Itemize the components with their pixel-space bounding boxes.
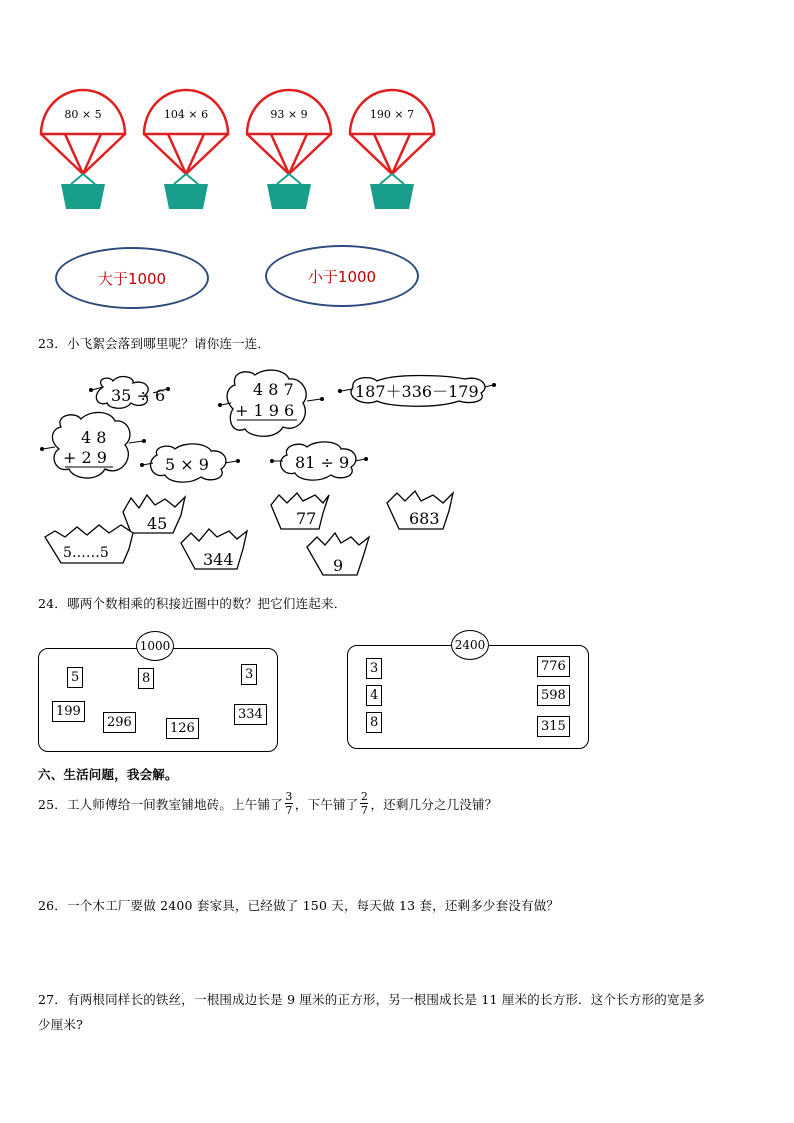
rope bbox=[186, 134, 204, 174]
numerator: 2 bbox=[360, 790, 369, 803]
number-box[interactable]: 3 bbox=[241, 664, 257, 685]
oval-label: 小于1000 bbox=[307, 267, 377, 286]
oval-less-1000[interactable] bbox=[265, 245, 419, 307]
question-25 bbox=[38, 790, 497, 817]
rope bbox=[271, 134, 289, 174]
grass-text: 5……5 bbox=[63, 545, 109, 561]
oval-greater-1000[interactable] bbox=[55, 247, 209, 309]
question-27-line-1: 27．有两根同样长的铁丝，一根围成边长是 9 厘米的正方形，另一根围成长是 11 厘米的长方形．这个长方形的宽是多 bbox=[38, 992, 706, 1007]
rope bbox=[186, 134, 228, 174]
grass-text: 77 bbox=[296, 509, 317, 528]
rope bbox=[392, 134, 434, 174]
question-24: 24．哪两个数相乘的积接近圈中的数？把它们连起来． bbox=[38, 596, 347, 611]
cloud-187-336-179[interactable] bbox=[338, 376, 496, 407]
rope bbox=[65, 134, 83, 174]
grass-text: 344 bbox=[203, 550, 234, 569]
denominator: 7 bbox=[285, 804, 293, 817]
question-26: 26．一个木工厂要做 2400 套家具，已经做了 150 天，每天做 13 套，还剩多少套没有做？ bbox=[38, 898, 560, 913]
parachutes-figure bbox=[30, 88, 450, 218]
grass-5-dots-5[interactable] bbox=[45, 525, 133, 563]
denominator: 7 bbox=[360, 804, 369, 817]
basket-handle bbox=[71, 174, 95, 184]
rope bbox=[247, 134, 289, 174]
grass-text: 45 bbox=[147, 514, 168, 533]
fraction-2-7 bbox=[360, 790, 368, 817]
basket bbox=[267, 184, 311, 209]
q25-middle: ，下午铺了 bbox=[294, 796, 359, 812]
cloud-48-plus-29[interactable] bbox=[40, 412, 146, 478]
basket-handle bbox=[174, 174, 198, 184]
basket bbox=[164, 184, 208, 209]
rope bbox=[83, 134, 101, 174]
grass-text: 683 bbox=[409, 509, 440, 528]
number-box[interactable]: 8 bbox=[138, 668, 154, 689]
question-23: 23．小飞絮会落到哪里呢？请你连一连． bbox=[38, 336, 271, 351]
rope bbox=[392, 134, 410, 174]
number-box[interactable]: 334 bbox=[234, 704, 267, 725]
parachute-label: 80 × 5 bbox=[64, 108, 102, 121]
target-label: 1000 bbox=[139, 639, 171, 653]
basket bbox=[61, 184, 105, 209]
target-2400[interactable] bbox=[451, 630, 489, 660]
q25-after: ，还剩几分之几没铺？ bbox=[370, 796, 498, 812]
cloud-35-div-6[interactable] bbox=[89, 377, 170, 409]
number-box[interactable]: 315 bbox=[537, 716, 570, 737]
dandelion-figure bbox=[35, 365, 505, 580]
rope bbox=[168, 134, 186, 174]
number-box[interactable]: 5 bbox=[67, 667, 83, 688]
number-box[interactable]: 4 bbox=[366, 685, 382, 706]
rope bbox=[144, 134, 186, 174]
parachute-3[interactable] bbox=[247, 90, 331, 209]
cloud-text-top: 4 8 bbox=[81, 428, 107, 447]
number-box[interactable]: 199 bbox=[52, 701, 85, 722]
target-label: 2400 bbox=[454, 638, 486, 652]
number-box[interactable]: 8 bbox=[366, 712, 382, 733]
number-box[interactable]: 776 bbox=[537, 656, 570, 677]
rope bbox=[289, 134, 307, 174]
question-27-line-2: 少厘米? bbox=[38, 1017, 84, 1032]
cloud-text: 187＋336－179 bbox=[355, 382, 479, 401]
basket-handle bbox=[277, 174, 301, 184]
grass-344[interactable] bbox=[181, 529, 247, 569]
grass-9[interactable] bbox=[307, 533, 369, 575]
q25-before: 25．工人师傅给一间教室铺地砖。上午铺了 bbox=[38, 796, 283, 812]
rope bbox=[374, 134, 392, 174]
parachute-label: 190 × 7 bbox=[369, 108, 415, 121]
cloud-81-div-9[interactable] bbox=[270, 442, 368, 480]
cloud-text: 81 ÷ 9 bbox=[295, 453, 350, 472]
parachute-2[interactable] bbox=[144, 90, 228, 209]
number-box[interactable]: 598 bbox=[537, 685, 570, 706]
cloud-487-plus-196[interactable] bbox=[218, 370, 324, 436]
rope bbox=[83, 134, 125, 174]
target-1000[interactable] bbox=[136, 631, 174, 661]
number-box[interactable]: 3 bbox=[366, 658, 382, 679]
rope bbox=[350, 134, 392, 174]
cloud-text-bottom: + 2 9 bbox=[63, 448, 107, 467]
grass-683[interactable] bbox=[387, 491, 453, 529]
parachute-label: 104 × 6 bbox=[163, 108, 209, 121]
grass-45[interactable] bbox=[123, 495, 185, 533]
oval-label: 大于1000 bbox=[97, 269, 167, 288]
cloud-text: 5 × 9 bbox=[165, 455, 209, 474]
number-box[interactable]: 296 bbox=[103, 712, 136, 733]
rope bbox=[41, 134, 83, 174]
basket-handle bbox=[380, 174, 404, 184]
cloud-text-top: 4 8 7 bbox=[253, 380, 294, 399]
cloud-text-bottom: + 1 9 6 bbox=[235, 401, 295, 420]
parachute-label: 93 × 9 bbox=[270, 108, 308, 121]
number-box[interactable]: 126 bbox=[166, 718, 199, 739]
grass-text: 9 bbox=[333, 556, 344, 575]
basket bbox=[370, 184, 414, 209]
numerator: 3 bbox=[285, 790, 293, 803]
rope bbox=[289, 134, 331, 174]
fraction-3-7 bbox=[285, 790, 293, 817]
grass-77[interactable] bbox=[271, 493, 329, 529]
cloud-text: 35 ÷ 6 bbox=[111, 386, 166, 405]
parachute-1[interactable] bbox=[41, 90, 125, 209]
cloud-5-times-9[interactable] bbox=[140, 444, 240, 482]
section-6-heading: 六、生活问题，我会解。 bbox=[38, 767, 178, 782]
parachute-4[interactable] bbox=[350, 90, 434, 209]
